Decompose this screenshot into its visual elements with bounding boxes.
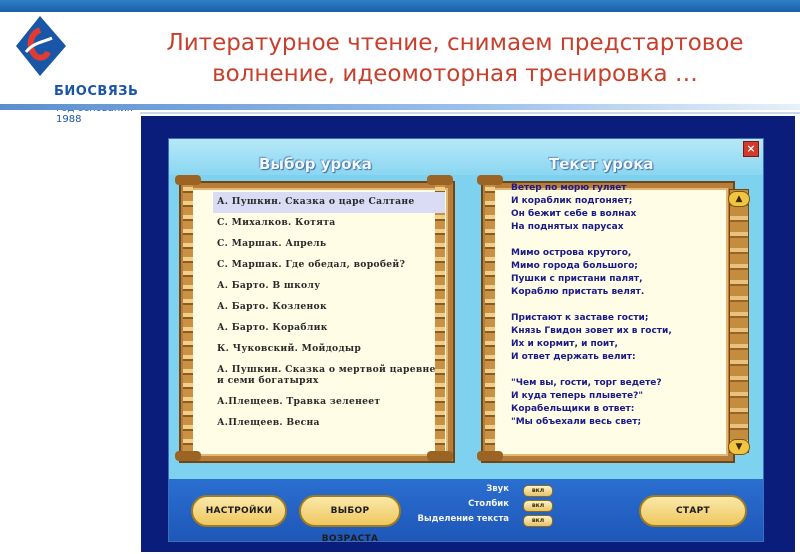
text-line: На поднятых парусах: [511, 222, 624, 232]
text-line: Кораблю пристать велят.: [511, 287, 645, 297]
lesson-window: [168, 138, 764, 542]
text-line: И куда теперь плывете?": [511, 391, 644, 401]
header-divider: [0, 104, 800, 110]
text-scrollbar[interactable]: [729, 189, 749, 453]
option-label-column: Столбик: [468, 499, 509, 509]
top-bar: [0, 0, 800, 12]
lesson-item[interactable]: А. Пушкин. Сказка о мертвой царевне и семи богатырях: [217, 364, 436, 386]
start-button[interactable]: СТАРТ: [639, 495, 747, 527]
lesson-item[interactable]: А.Плещеев. Весна: [217, 417, 320, 428]
header-divider-thin: [140, 112, 800, 114]
text-line: Мимо города большого;: [511, 261, 638, 271]
ornament-cap: [175, 175, 201, 185]
text-line: Пушки с пристани палят,: [511, 274, 643, 284]
text-line: Ветер по морю гуляет: [511, 183, 627, 193]
biosvyaz-logo: [10, 12, 140, 125]
text-line: Он бежит себе в волнах: [511, 209, 637, 219]
text-line: [511, 299, 721, 312]
column-toggle[interactable]: вкл: [523, 500, 553, 512]
ornament-cap: [175, 451, 201, 461]
text-line: Мимо острова крутого,: [511, 248, 632, 258]
ornament-cap: [427, 175, 453, 185]
lesson-item[interactable]: С. Маршак. Апрель: [217, 238, 327, 249]
lesson-item[interactable]: А. Барто. Козленок: [217, 301, 327, 312]
window-footer: [169, 479, 763, 544]
lesson-list: [213, 192, 445, 434]
scroll-down-icon[interactable]: ▼: [728, 439, 750, 455]
text-line: Пристают к заставе гости;: [511, 313, 649, 323]
lesson-item[interactable]: К. Чуковский. Мойдодыр: [217, 343, 362, 354]
sound-toggle[interactable]: вкл: [523, 485, 553, 497]
scroll-up-icon[interactable]: ▲: [728, 191, 750, 207]
ornament-cap: [477, 175, 503, 185]
logo-emblem-icon: [10, 12, 70, 82]
logo-founded: 1988: [56, 114, 82, 125]
text-panel-title: Текст урока: [549, 155, 654, 173]
lesson-item[interactable]: А.Плещеев. Травка зеленеет: [217, 396, 381, 407]
ornament-cap: [427, 451, 453, 461]
text-line: И кораблик подгоняет;: [511, 196, 633, 206]
ornament-pillar: [183, 179, 193, 459]
text-line: Корабельщики в ответ:: [511, 404, 635, 414]
lesson-item[interactable]: С. Маршак. Где обедал, воробей?: [217, 259, 406, 270]
lesson-item[interactable]: А. Барто. Кораблик: [217, 322, 328, 333]
text-line: "Чем вы, гости, торг ведете?: [511, 378, 662, 388]
age-select-button[interactable]: ВЫБОР ВОЗРАСТА: [299, 495, 401, 527]
logo-name: БИОСВЯЗЬ: [54, 84, 139, 99]
close-button[interactable]: ×: [743, 141, 759, 157]
text-line: [511, 364, 721, 377]
text-line: Их и кормит, и поит,: [511, 339, 618, 349]
lesson-text: [511, 182, 721, 429]
lesson-item[interactable]: С. Михалков. Котята: [217, 217, 336, 228]
text-line: [511, 234, 721, 247]
lesson-item[interactable]: А. Пушкин. Сказка о царе Салтане: [213, 192, 445, 213]
text-line: Князь Гвидон зовет их в гости,: [511, 326, 672, 336]
lesson-panel-title: Выбор урока: [259, 155, 372, 173]
highlight-toggle[interactable]: вкл: [523, 515, 553, 527]
lesson-item[interactable]: А. Барто. В школу: [217, 280, 321, 291]
ornament-pillar: [485, 179, 495, 459]
option-label-highlight: Выделение текста: [417, 514, 509, 524]
settings-button[interactable]: НАСТРОЙКИ: [191, 495, 287, 527]
option-label-sound: Звук: [486, 484, 509, 494]
ornament-cap: [477, 451, 503, 461]
text-line: И ответ держать велит:: [511, 352, 636, 362]
text-line: "Мы объехали весь свет;: [511, 417, 642, 427]
slide-title: Литературное чтение, снимаем предстартовое волнение, идеомоторная тренировка …: [166, 30, 744, 87]
